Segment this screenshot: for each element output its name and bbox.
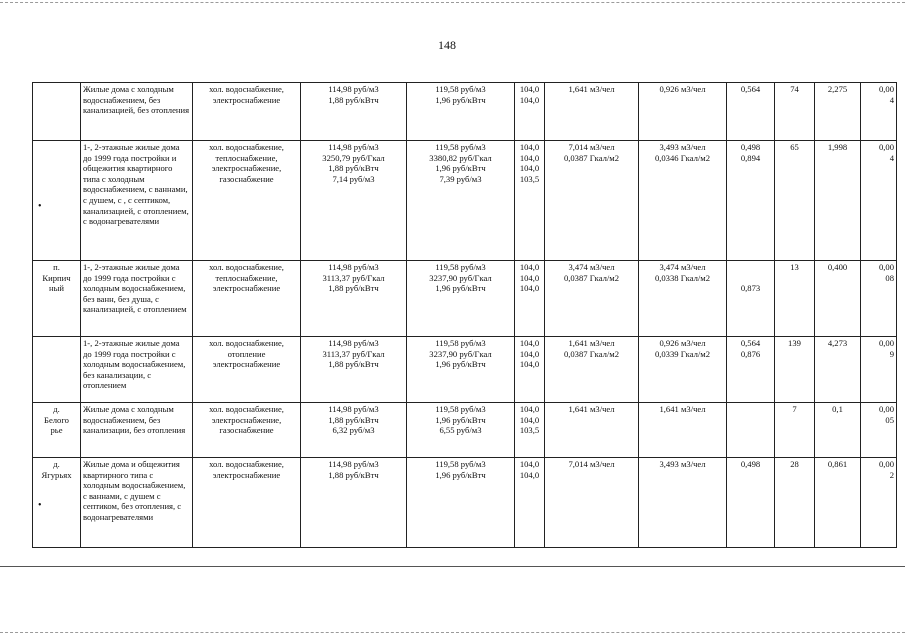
cell-tariff-new: 119,58 руб/м3 1,96 руб/кВтч 6,55 руб/м3 — [407, 403, 515, 458]
cell-housing: 1-, 2-этажные жилые дома до 1999 года постройки и общежития квартирного типа с холодным водоснабжением, с ваннами, с душем, с , с септиком, канализацией, с отоплением, с водонагревателями — [81, 141, 193, 261]
cell-housing: Жилые дома и общежития квартирного типа с холодным водоснабжением, с ваннами, с душем с септиком, без отопления, с водонагревателями — [81, 458, 193, 548]
cell-k1: 0,873 — [727, 261, 775, 337]
cell-index: 104,0 104,0 — [515, 458, 545, 548]
cell-n: 13 — [775, 261, 815, 337]
cell-k1: 0,498 — [727, 458, 775, 548]
cell-norm-a: 3,474 м3/чел 0,0387 Гкал/м2 — [545, 261, 639, 337]
cell-v: 4,273 — [815, 337, 861, 403]
cell-k1: 0,564 — [727, 83, 775, 141]
cell-last: 0,00 2 — [861, 458, 897, 548]
cell-n: 74 — [775, 83, 815, 141]
cell-norm-b: 3,474 м3/чел 0,0338 Гкал/м2 — [639, 261, 727, 337]
cell-housing: Жилые дома с холодным водоснабжением, без канализацией, без отопления — [81, 83, 193, 141]
cell-norm-b: 3,493 м3/чел — [639, 458, 727, 548]
cell-k1: 0,564 0,876 — [727, 337, 775, 403]
cell-tariff-new: 119,58 руб/м3 1,96 руб/кВтч — [407, 83, 515, 141]
cell-index: 104,0 104,0 104,0 — [515, 261, 545, 337]
cell-housing: 1-, 2-этажные жилые дома до 1999 года постройки с холодным водоснабжением, без ванн, без душа, с канализацией, с отоплением — [81, 261, 193, 337]
cell-services: хол. водоснабжение, теплоснабжение, электроснабжение — [193, 261, 301, 337]
cell-tariff-new: 119,58 руб/м3 3237,90 руб/Гкал 1,96 руб/кВтч — [407, 261, 515, 337]
cell-index: 104,0 104,0 — [515, 83, 545, 141]
cell-tariff-old: 114,98 руб/м3 3113,37 руб/Гкал 1,88 руб/кВтч — [301, 261, 407, 337]
cell-norm-b: 1,641 м3/чел — [639, 403, 727, 458]
cell-v: 0,861 — [815, 458, 861, 548]
cell-last: 0,00 4 — [861, 141, 897, 261]
cell-n: 65 — [775, 141, 815, 261]
cell-k1 — [727, 403, 775, 458]
cell-place — [33, 337, 81, 403]
cell-norm-a: 1,641 м3/чел 0,0387 Гкал/м2 — [545, 337, 639, 403]
cell-services: хол. водоснабжение, электроснабжение, газоснабжение — [193, 403, 301, 458]
table-row — [33, 337, 897, 403]
cell-last: 0,00 05 — [861, 403, 897, 458]
cell-place — [33, 83, 81, 141]
cell-tariff-old: 114,98 руб/м3 1,88 руб/кВтч — [301, 458, 407, 548]
cell-norm-b: 0,926 м3/чел 0,0339 Гкал/м2 — [639, 337, 727, 403]
cell-norm-a: 1,641 м3/чел — [545, 83, 639, 141]
scan-speck: • — [38, 500, 42, 511]
cell-norm-b: 3,493 м3/чел 0,0346 Гкал/м2 — [639, 141, 727, 261]
cell-tariff-new: 119,58 руб/м3 3237,90 руб/Гкал 1,96 руб/кВтч — [407, 337, 515, 403]
cell-v: 2,275 — [815, 83, 861, 141]
cell-last: 0,00 9 — [861, 337, 897, 403]
cell-n: 139 — [775, 337, 815, 403]
cell-housing: 1-, 2-этажные жилые дома до 1999 года постройки с холодным водоснабжением, без канализации, с отоплением — [81, 337, 193, 403]
cell-last: 0,00 08 — [861, 261, 897, 337]
cell-index: 104,0 104,0 104,0 103,5 — [515, 141, 545, 261]
cell-services: хол. водоснабжение, теплоснабжение, электроснабжение, газоснабжение — [193, 141, 301, 261]
cell-v: 1,998 — [815, 141, 861, 261]
cell-tariff-old: 114,98 руб/м3 3250,79 руб/Гкал 1,88 руб/кВтч 7,14 руб/м3 — [301, 141, 407, 261]
cell-last: 0,00 4 — [861, 83, 897, 141]
scan-footer-edge — [0, 632, 905, 633]
cell-norm-b: 0,926 м3/чел — [639, 83, 727, 141]
page-number: 148 — [438, 38, 456, 52]
cell-place: д. Ягурьях — [33, 458, 81, 548]
table-row — [33, 83, 897, 141]
cell-services: хол. водоснабжение, отопление электроснабжение — [193, 337, 301, 403]
table-row — [33, 261, 897, 337]
cell-place: п. Кирпич ный — [33, 261, 81, 337]
cell-norm-a: 7,014 м3/чел 0,0387 Гкал/м2 — [545, 141, 639, 261]
cell-tariff-new: 119,58 руб/м3 3380,82 руб/Гкал 1,96 руб/кВтч 7,39 руб/м3 — [407, 141, 515, 261]
cell-tariff-new: 119,58 руб/м3 1,96 руб/кВтч — [407, 458, 515, 548]
cell-v: 0,1 — [815, 403, 861, 458]
cell-norm-a: 7,014 м3/чел — [545, 458, 639, 548]
cell-k1: 0,498 0,894 — [727, 141, 775, 261]
table-row — [33, 141, 897, 261]
cell-services: хол. водоснабжение, электроснабжение — [193, 83, 301, 141]
cell-tariff-old: 114,98 руб/м3 1,88 руб/кВтч — [301, 83, 407, 141]
cell-tariff-old: 114,98 руб/м3 1,88 руб/кВтч 6,32 руб/м3 — [301, 403, 407, 458]
tariff-table — [32, 82, 897, 548]
cell-housing: Жилые дома с холодным водоснабжением, без канализации, без отопления — [81, 403, 193, 458]
cell-index: 104,0 104,0 103,5 — [515, 403, 545, 458]
scan-top-edge — [0, 2, 905, 3]
cell-n: 7 — [775, 403, 815, 458]
cell-v: 0,400 — [815, 261, 861, 337]
table-row — [33, 403, 897, 458]
cell-tariff-old: 114,98 руб/м3 3113,37 руб/Гкал 1,88 руб/кВтч — [301, 337, 407, 403]
cell-norm-a: 1,641 м3/чел — [545, 403, 639, 458]
cell-index: 104,0 104,0 104,0 — [515, 337, 545, 403]
cell-services: хол. водоснабжение, электроснабжение — [193, 458, 301, 548]
scan-bottom-edge — [0, 566, 905, 567]
cell-n: 28 — [775, 458, 815, 548]
cell-place: д. Белого рье — [33, 403, 81, 458]
table-row — [33, 458, 897, 548]
scan-speck: • — [38, 201, 42, 212]
